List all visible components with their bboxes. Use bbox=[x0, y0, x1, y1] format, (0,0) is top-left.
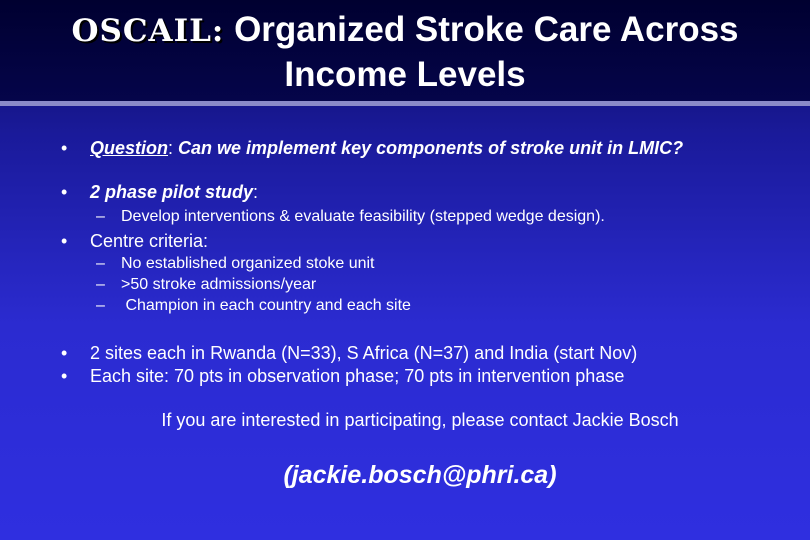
bullet-pilot bbox=[61, 181, 259, 203]
title-line-2: Income Levels bbox=[284, 55, 526, 94]
bullet-dot: • bbox=[61, 182, 68, 202]
question-label: Question bbox=[90, 138, 169, 158]
bullet-question bbox=[61, 137, 684, 159]
bullet-each-site bbox=[61, 365, 625, 387]
question-colon: : bbox=[168, 138, 174, 158]
contact-text: If you are interested in participating, please contact Jackie Bosch bbox=[161, 410, 679, 430]
pilot-label: 2 phase pilot study bbox=[90, 182, 254, 202]
sub-centre-3 bbox=[96, 296, 411, 316]
centre-sub-text: No established organized stoke unit bbox=[121, 255, 375, 272]
centre-sub-text: >50 stroke admissions/year bbox=[121, 276, 317, 293]
sites-text: 2 sites each in Rwanda (N=33), S Africa (N=37) and India (start Nov) bbox=[90, 343, 638, 363]
title-rest: Organized Stroke Care Across bbox=[224, 10, 739, 49]
bullet-sites bbox=[61, 342, 638, 364]
bullet-centre bbox=[61, 230, 209, 252]
sub-pilot bbox=[96, 207, 605, 227]
bullet-dot: • bbox=[61, 138, 68, 158]
slide-title bbox=[0, 8, 810, 97]
centre-sub-text: Champion in each country and each site bbox=[121, 297, 411, 314]
pilot-sub-text: Develop interventions & evaluate feasibility (stepped wedge design). bbox=[121, 208, 605, 225]
sub-centre-1 bbox=[96, 254, 375, 274]
bullet-dot: • bbox=[61, 231, 68, 251]
title-acronym: OSCAIL: bbox=[71, 13, 225, 49]
title-band bbox=[0, 0, 810, 106]
sub-dash: – bbox=[96, 297, 105, 314]
sub-dash: – bbox=[96, 208, 105, 225]
bullet-dot: • bbox=[61, 366, 68, 386]
title-line-1 bbox=[0, 8, 810, 53]
sub-dash: – bbox=[96, 276, 105, 293]
bullet-dot: • bbox=[61, 343, 68, 363]
sub-dash: – bbox=[96, 255, 105, 272]
sub-centre-2 bbox=[96, 275, 317, 295]
centre-label: Centre criteria: bbox=[90, 231, 209, 251]
each-site-text: Each site: 70 pts in observation phase; 70 pts in intervention phase bbox=[90, 366, 625, 386]
pilot-colon: : bbox=[253, 182, 259, 202]
question-text: Can we implement key components of stroke unit in LMIC? bbox=[173, 138, 684, 158]
contact-email: (jackie.bosch@phri.ca) bbox=[283, 461, 557, 489]
